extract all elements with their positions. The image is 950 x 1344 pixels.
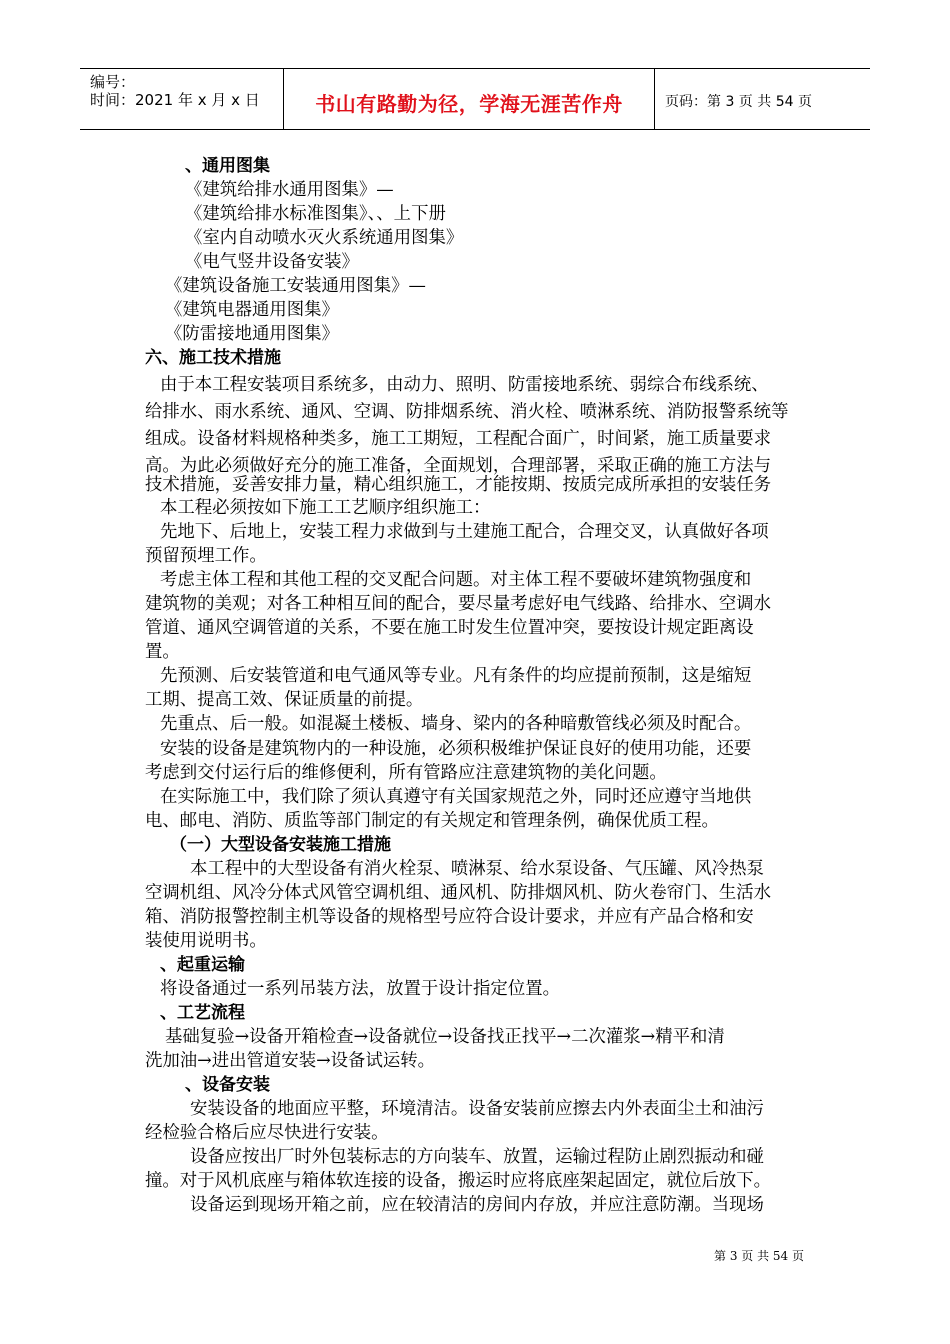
list-item: 《建筑设备施工安装通用图集》— (165, 276, 426, 296)
paragraph-line: 安装设备的地面应平整，环境清洁。设备安装前应擦去内外表面尘土和油污 (190, 1099, 764, 1119)
header-motto: 书山有路勤为径，学海无涯苦作舟 (315, 92, 623, 116)
paragraph-line: 空调机组、风冷分体式风管空调机组、通风机、防排烟风机、防火卷帘门、生活水 (145, 883, 772, 903)
paragraph-line: 由于本工程安装项目系统多，由动力、照明、防雷接地系统、弱综合布线系统、 (160, 375, 769, 395)
paragraph-line: 给排水、雨水系统、通风、空调、防排烟系统、消火栓、喷淋系统、消防报警系统等 (145, 402, 789, 422)
paragraph-line: 安装的设备是建筑物内的一种设施，必须积极维护保证良好的使用功能，还要 (160, 739, 752, 759)
paragraph-line: 装使用说明书。 (145, 931, 267, 951)
paragraph-line: 先重点、后一般。如混凝土楼板、墙身、梁内的各种暗敷管线必须及时配合。 (160, 714, 752, 734)
paragraph-line: 建筑物的美观；对各工种相互间的配合，要尽量考虑好电气线路、给排水、空调水 (145, 594, 772, 614)
document-date: 时间：2021 年 x 月 x 日 (90, 91, 260, 109)
paragraph-line: 将设备通过一系列吊装方法，放置于设计指定位置。 (160, 979, 560, 999)
list-item: 《防雷接地通用图集》 (165, 324, 339, 344)
paragraph-line: 在实际施工中，我们除了须认真遵守有关国家规范之外，同时还应遵守当地供 (160, 787, 752, 807)
subsection-heading-large-equipment: （一）大型设备安装施工措施 (170, 835, 391, 855)
paragraph-line: 本工程中的大型设备有消火栓泵、喷淋泵、给水泵设备、气压罐、风冷热泵 (190, 859, 764, 879)
paragraph-line: 设备运到现场开箱之前，应在较清洁的房间内存放，并应注意防潮。当现场 (190, 1195, 764, 1215)
paragraph-line: 本工程必须按如下施工工艺顺序组织施工： (160, 498, 491, 518)
page-header (80, 68, 870, 130)
paragraph-line: 设备应按出厂时外包装标志的方向装车、放置，运输过程防止剧烈振动和碰 (190, 1147, 764, 1167)
paragraph-line: 箱、消防报警控制主机等设备的规格型号应符合设计要求，并应有产品合格和安 (145, 907, 754, 927)
list-item: 《建筑给排水标准图集》、、上下册 (185, 204, 446, 224)
paragraph-line: 考虑到交付运行后的维修便利，所有管路应注意建筑物的美化问题。 (145, 763, 667, 783)
list-item: 《建筑给排水通用图集》— (185, 180, 394, 200)
paragraph-line: 置。 (145, 642, 180, 662)
list-item: 《电气竖井设备安装》 (185, 252, 359, 272)
header-motto-cell (283, 69, 655, 129)
paragraph-line: 考虑主体工程和其他工程的交叉配合问题。对主体工程不要破坏建筑物强度和 (160, 570, 752, 590)
paragraph-line: 经检验合格后应尽快进行安装。 (145, 1123, 389, 1143)
subsection-heading-hoisting: 、起重运输 (160, 955, 245, 975)
header-page-cell (665, 69, 870, 129)
paragraph-line: 电、邮电、消防、质监等部门制定的有关规定和管理条例，确保优质工程。 (145, 811, 719, 831)
document-number-label: 编号： (90, 73, 136, 91)
page-footer: 第 3 页 共 54 页 (714, 1249, 804, 1263)
paragraph-line: 高。为此必须做好充分的施工准备，全面规划，合理部署，采取正确的施工方法与 (145, 456, 772, 476)
paragraph-line: 基础复验→设备开箱检查→设备就位→设备找正找平→二次灌浆→精平和清 (165, 1027, 725, 1047)
list-item: 《建筑电器通用图集》 (165, 300, 339, 320)
paragraph-line: 管道、通风空调管道的关系，不要在施工时发生位置冲突，要按设计规定距离设 (145, 618, 754, 638)
header-meta (80, 69, 280, 129)
paragraph-line: 组成。设备材料规格种类多，施工工期短，工程配合面广，时间紧，施工质量要求 (145, 429, 772, 449)
paragraph-line: 工期、提高工效、保证质量的前提。 (145, 690, 424, 710)
paragraph-line: 预留预埋工作。 (145, 546, 267, 566)
section-heading-measures: 六、施工技术措施 (145, 348, 281, 368)
subsection-heading-installation: 、设备安装 (185, 1075, 270, 1095)
paragraph-line: 撞。对于风机底座与箱体软连接的设备，搬运时应将底座架起固定，就位后放下。 (145, 1171, 772, 1191)
list-item: 《室内自动喷水灭火系统通用图集》 (185, 228, 464, 248)
section-heading-atlas: 、通用图集 (185, 156, 270, 176)
subsection-heading-process-flow: 、工艺流程 (160, 1003, 245, 1023)
header-page-number: 页码：第 3 页 共 54 页 (665, 94, 812, 110)
paragraph-line: 洗加油→进出管道安装→设备试运转。 (145, 1051, 436, 1071)
paragraph-line: 先地下、后地上，安装工程力求做到与土建施工配合，合理交叉，认真做好各项 (160, 522, 769, 542)
paragraph-line: 先预测、后安装管道和电气通风等专业。凡有条件的均应提前预制，这是缩短 (160, 666, 752, 686)
paragraph-line: 技术措施，妥善安排力量，精心组织施工，才能按期、按质完成所承担的安装任务 (145, 475, 772, 495)
